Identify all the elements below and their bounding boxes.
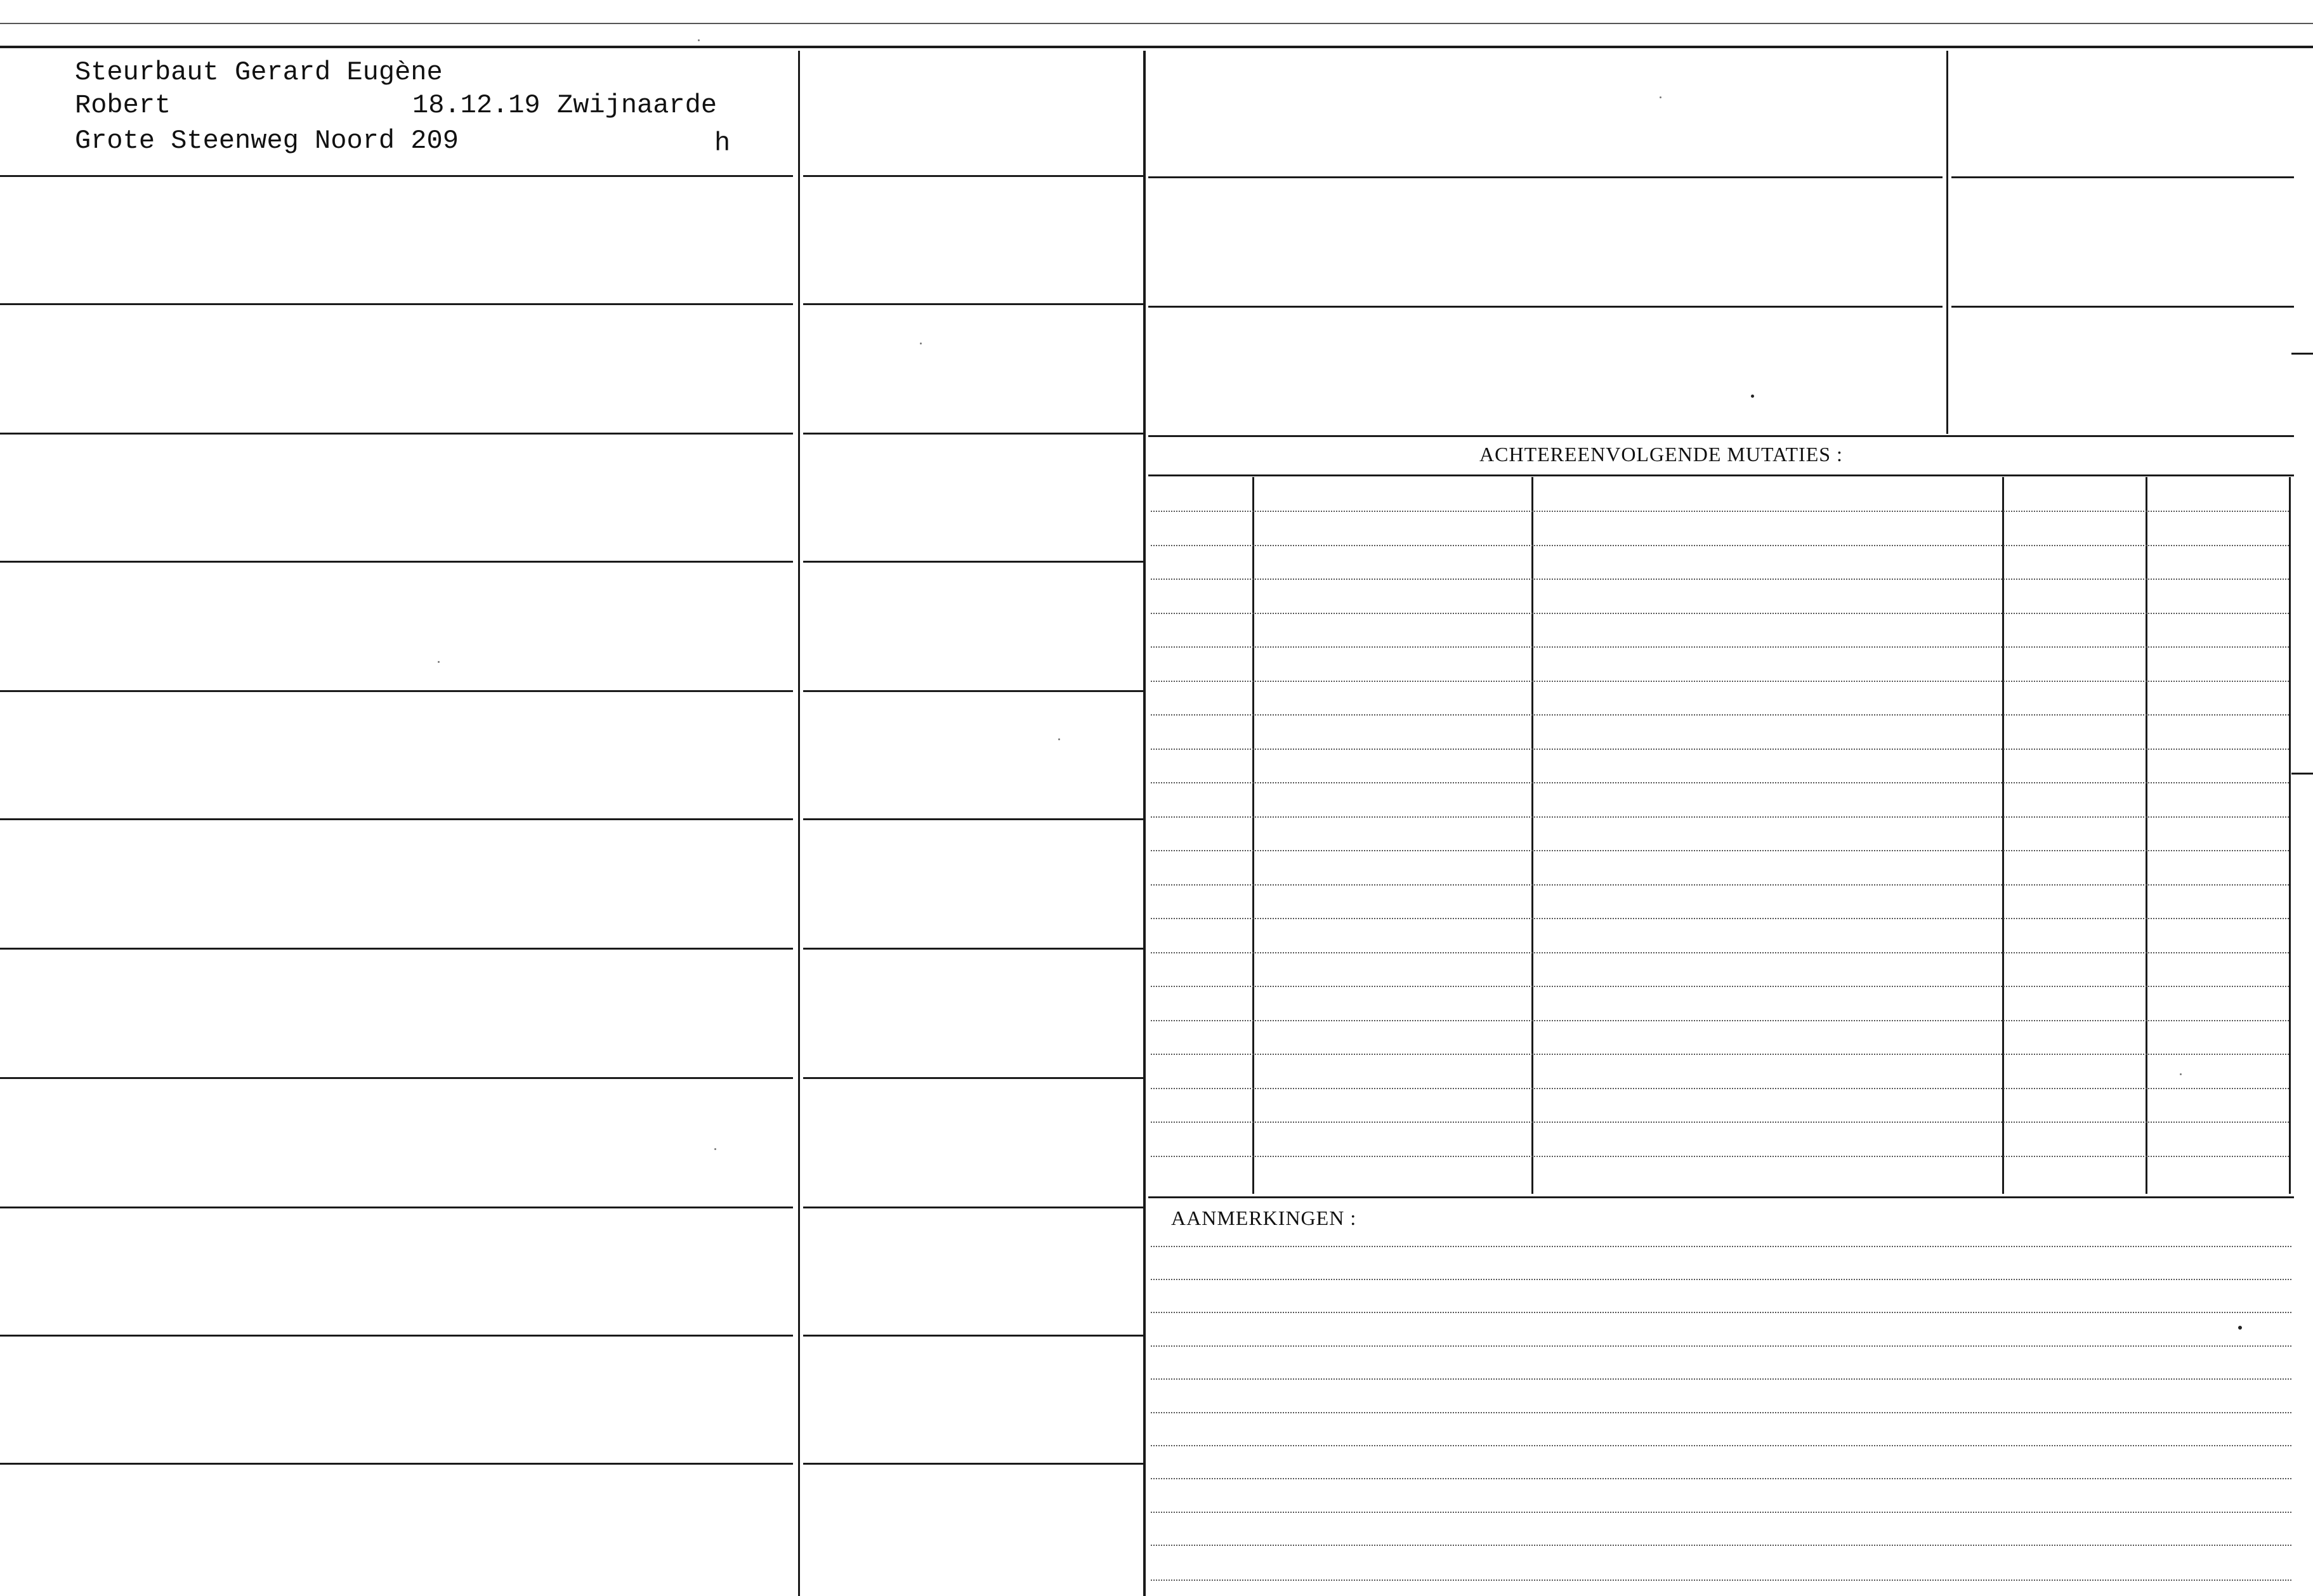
row-line [803, 561, 1143, 563]
row-line [803, 818, 1143, 820]
row-line [1951, 176, 2294, 178]
edge-tick [2291, 353, 2313, 355]
left-column-divider [798, 51, 800, 1596]
row-line [0, 433, 793, 435]
mutations-row-line [1151, 850, 2289, 851]
row-line [803, 1207, 1143, 1208]
center-divider [1143, 51, 1146, 1596]
mutations-row-line [1151, 1156, 2289, 1157]
mutations-col-divider [1531, 477, 1533, 1194]
mutations-row-line [1151, 1020, 2289, 1021]
mutations-row-line [1151, 646, 2289, 648]
row-line [0, 303, 793, 305]
mutations-row-line [1151, 1088, 2289, 1089]
mutations-heading: ACHTEREENVOLGENDE MUTATIES : [1479, 443, 1843, 466]
row-line [803, 433, 1143, 435]
scan-speck [438, 661, 440, 663]
row-line [1148, 435, 2294, 437]
mutations-row-line [1151, 681, 2289, 682]
scan-speck [2238, 1326, 2242, 1330]
row-line [1148, 176, 1943, 178]
remarks-line [1151, 1345, 2291, 1347]
row-line [803, 1077, 1143, 1079]
birth-date: 18.12.19 [412, 90, 541, 121]
row-line [803, 1335, 1143, 1337]
mutations-row-line [1151, 782, 2289, 783]
remarks-line [1151, 1378, 2291, 1380]
mutations-row-line [1151, 1054, 2289, 1055]
scan-speck [2180, 1073, 2182, 1075]
row-line [803, 948, 1143, 950]
mutations-row-line [1151, 1122, 2289, 1123]
remarks-line [1151, 1279, 2291, 1280]
remarks-line [1151, 1445, 2291, 1446]
remarks-heading: AANMERKINGEN : [1171, 1207, 1357, 1229]
scan-speck [714, 1148, 716, 1150]
mutations-row-line [1151, 918, 2289, 919]
scan-speck [920, 343, 922, 344]
mutations-row-line [1151, 816, 2289, 818]
scan-speck [1660, 96, 1661, 98]
mutations-row-line [1151, 884, 2289, 886]
marker-letter: h [714, 128, 731, 159]
mutations-row-line [1151, 952, 2289, 953]
row-line [0, 1077, 793, 1079]
row-line [0, 1207, 793, 1208]
row-line [803, 1463, 1143, 1465]
scan-speck [1751, 395, 1754, 398]
remarks-line [1151, 1478, 2291, 1479]
remarks-line [1151, 1412, 2291, 1413]
mutations-col-divider [2002, 477, 2004, 1194]
mutations-top-line [1148, 474, 2294, 476]
row-line [0, 690, 793, 692]
firstname-line: Robert [75, 90, 171, 121]
remarks-line [1151, 1312, 2291, 1313]
row-line [1148, 306, 1943, 308]
mutations-row-line [1151, 613, 2289, 614]
mutations-col-divider [2289, 477, 2291, 1194]
remarks-line [1151, 1512, 2291, 1513]
row-line [803, 690, 1143, 692]
right-upper-divider [1946, 51, 1948, 434]
mutations-row-line [1151, 749, 2289, 750]
birth-place: Zwijnaarde [557, 90, 717, 121]
mutations-col-divider [2146, 477, 2147, 1194]
top-edge-line [0, 23, 2313, 24]
row-line [803, 175, 1143, 177]
row-line [0, 818, 793, 820]
scan-speck [698, 39, 700, 41]
address-line: Grote Steenweg Noord 209 [75, 126, 459, 156]
top-border [0, 46, 2313, 48]
mutations-row-line [1151, 511, 2289, 512]
mutations-row-line [1151, 714, 2289, 716]
remarks-line [1151, 1580, 2291, 1581]
row-line [0, 948, 793, 950]
remarks-line [1151, 1545, 2291, 1546]
mutations-row-line [1151, 545, 2289, 546]
edge-tick [2291, 773, 2313, 775]
remarks-line [1151, 1246, 2291, 1247]
row-line [803, 303, 1143, 305]
row-line [1951, 306, 2294, 308]
mutations-row-line [1151, 986, 2289, 987]
row-line [0, 561, 793, 563]
mutations-bottom-line [1148, 1196, 2294, 1198]
name-line: Steurbaut Gerard Eugène [75, 57, 443, 88]
row-line [0, 1335, 793, 1337]
row-line [0, 1463, 793, 1465]
scan-speck [1058, 738, 1060, 740]
row-line [0, 175, 793, 177]
mutations-col-divider [1252, 477, 1254, 1194]
mutations-row-line [1151, 579, 2289, 580]
